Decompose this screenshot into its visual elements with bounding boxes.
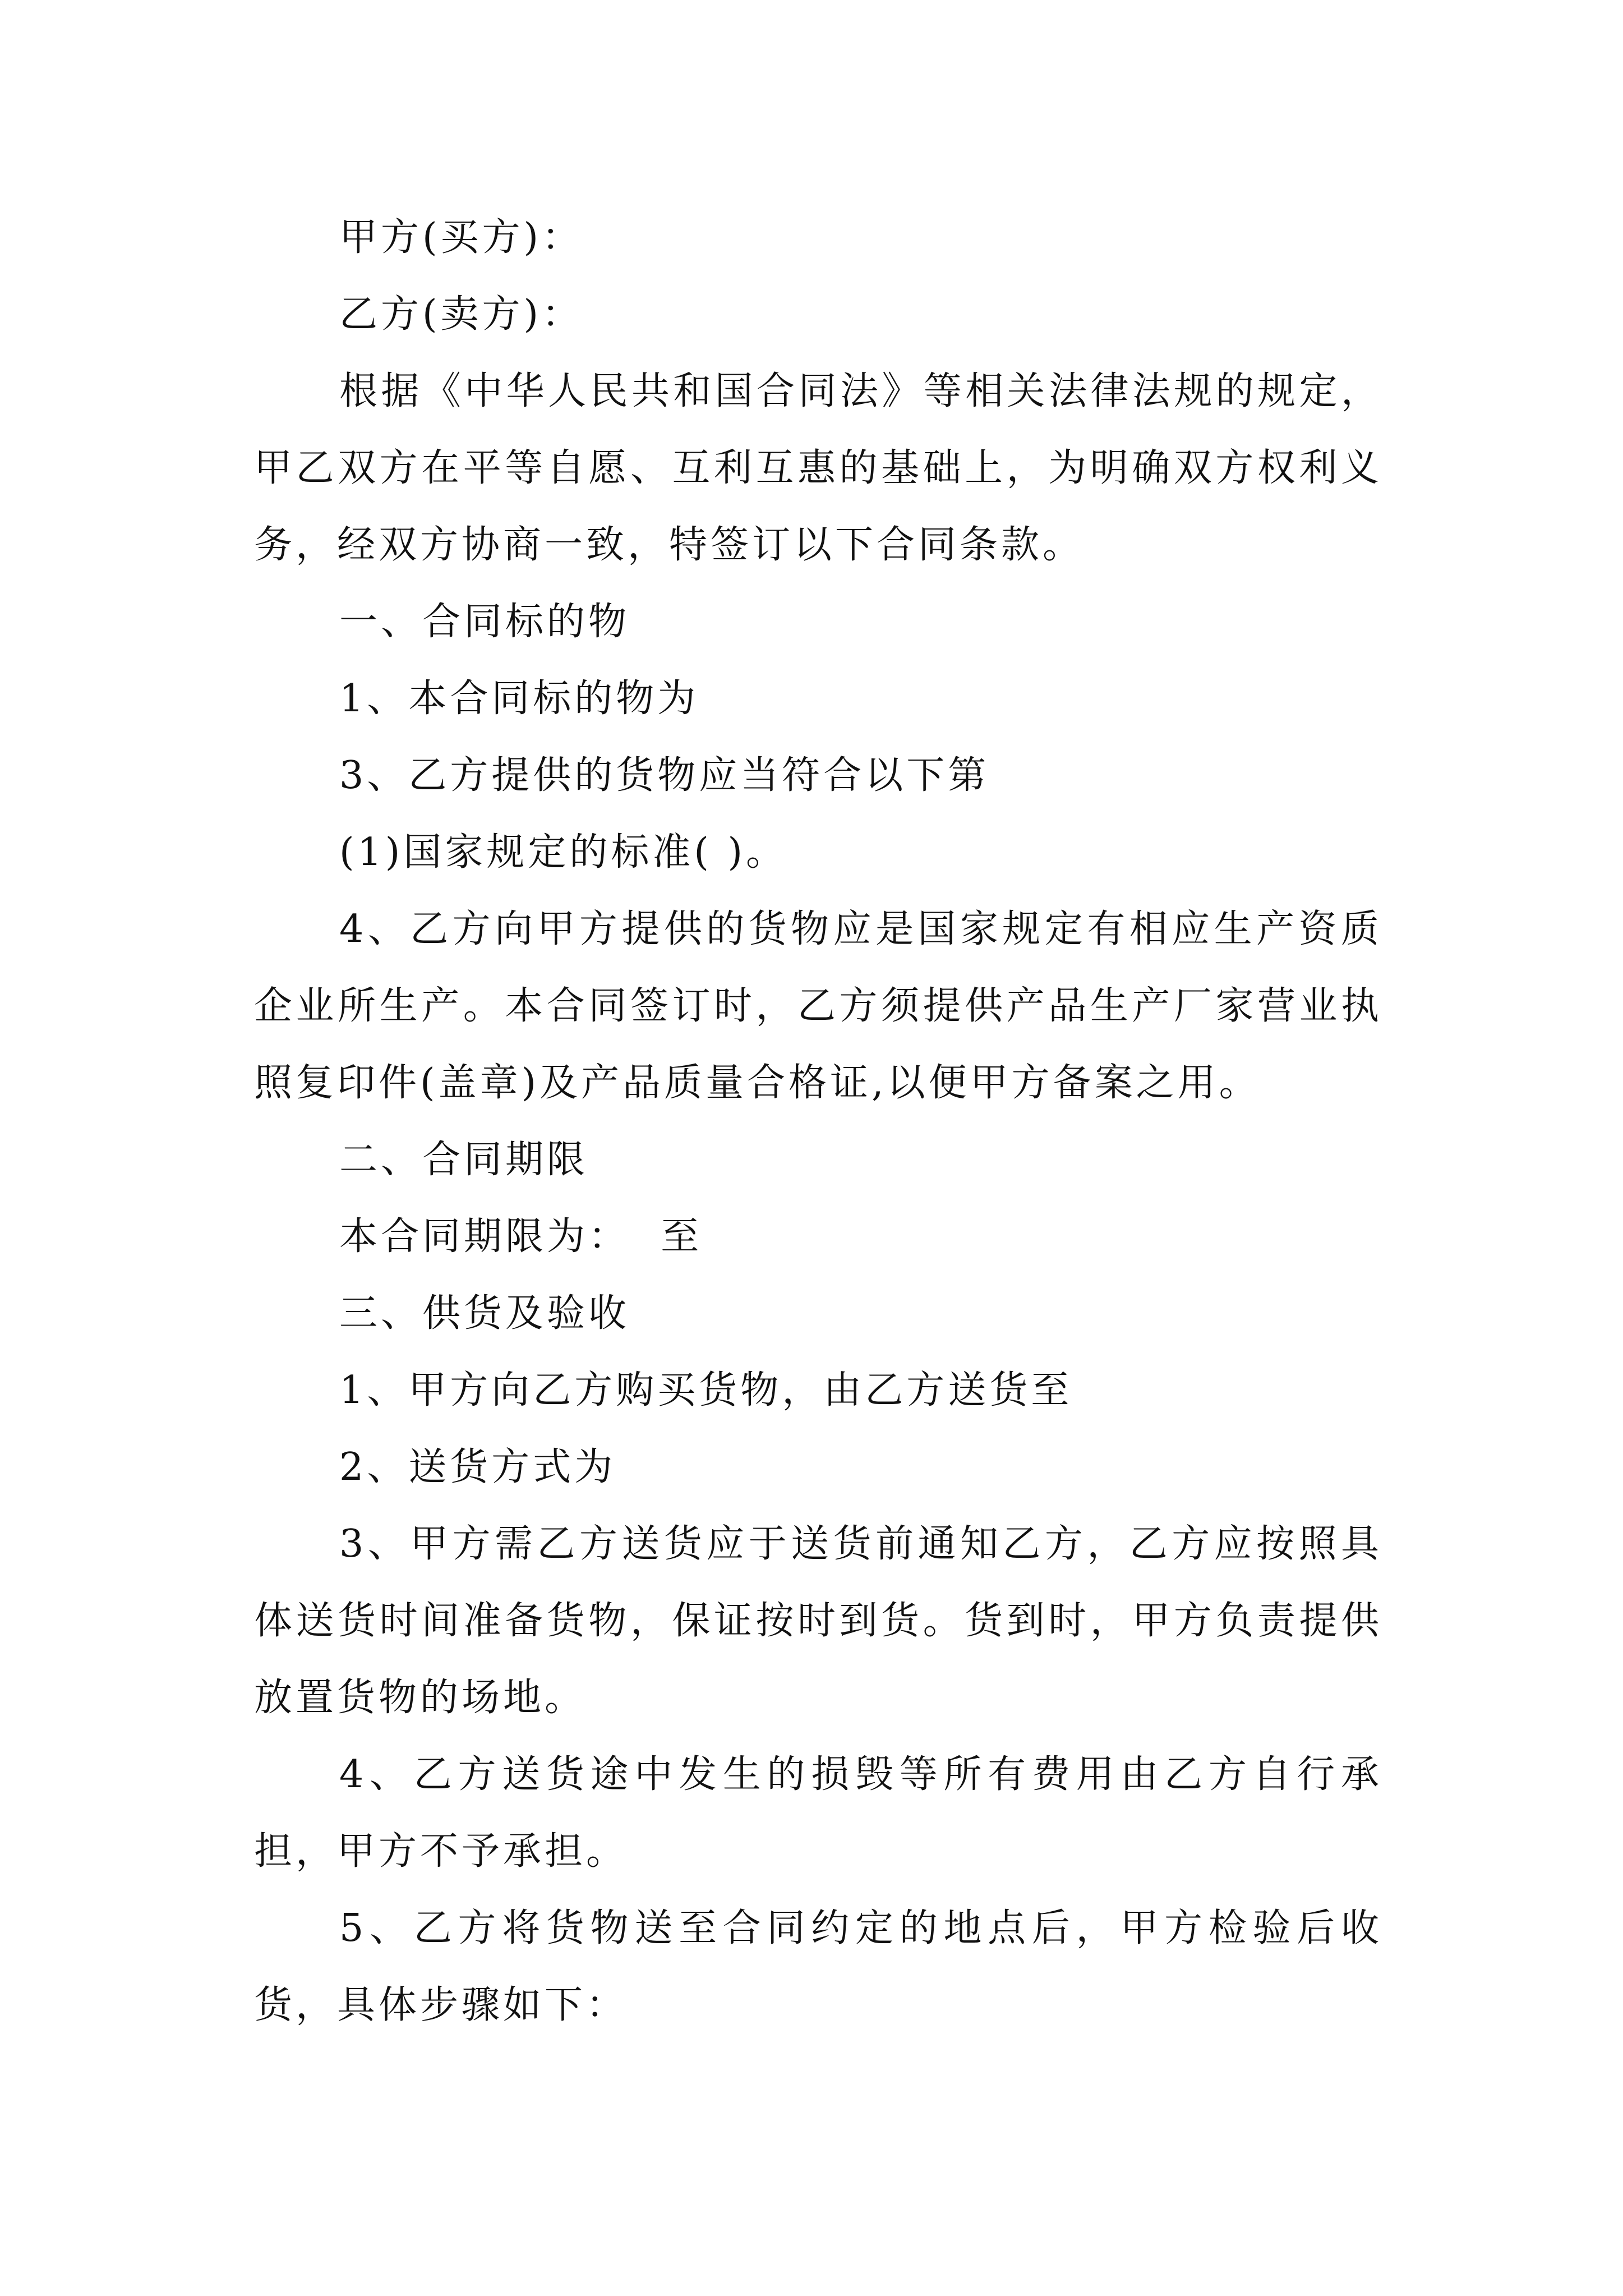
clause-3-3: 3、甲方需乙方送货应于送货前通知乙方，乙方应按照具体送货时间准备货物，保证按时到货。货到时，甲方负责提供放置货物的场地。 <box>254 1522 1382 1720</box>
section-heading-term: 二、合同期限 <box>339 1138 589 1182</box>
clause-1-1: 1、本合同标的物为 <box>339 677 699 721</box>
document-body <box>254 199 1382 2044</box>
section-heading-subject: 一、合同标的物 <box>339 600 630 644</box>
clause-1-3: 3、乙方提供的货物应当符合以下第 <box>339 753 990 798</box>
party-b-line: 乙方(卖方)： <box>339 292 584 337</box>
clause-3-4: 4、乙方送货途中发生的损毁等所有费用由乙方自行承担，甲方不予承担。 <box>254 1752 1382 1874</box>
clause-3-5: 5、乙方将货物送至合同约定的地点后，甲方检验后收货，具体步骤如下： <box>254 1906 1382 2027</box>
clause-term: 本合同期限为： 至 <box>339 1214 703 1259</box>
preamble-paragraph: 根据《中华人民共和国合同法》等相关法律法规的规定，甲乙双方在平等自愿、互利互惠的基础上，为明确双方权利义务，经双方协商一致，特签订以下合同条款。 <box>254 369 1382 567</box>
clause-3-2: 2、送货方式为 <box>339 1445 616 1489</box>
clause-1-4: 4、乙方向甲方提供的货物应是国家规定有相应生产资质企业所生产。本合同签订时，乙方须提供产品生产厂家营业执照复印件(盖章)及产品质量合格证,以便甲方备案之用。 <box>254 907 1382 1105</box>
clause-1-3-item-1: (1)国家规定的标准( )。 <box>339 830 787 875</box>
clause-3-1: 1、甲方向乙方购买货物，由乙方送货至 <box>339 1368 1073 1412</box>
section-heading-delivery: 三、供货及验收 <box>339 1291 630 1336</box>
party-a-line: 甲方(买方)： <box>339 215 584 260</box>
